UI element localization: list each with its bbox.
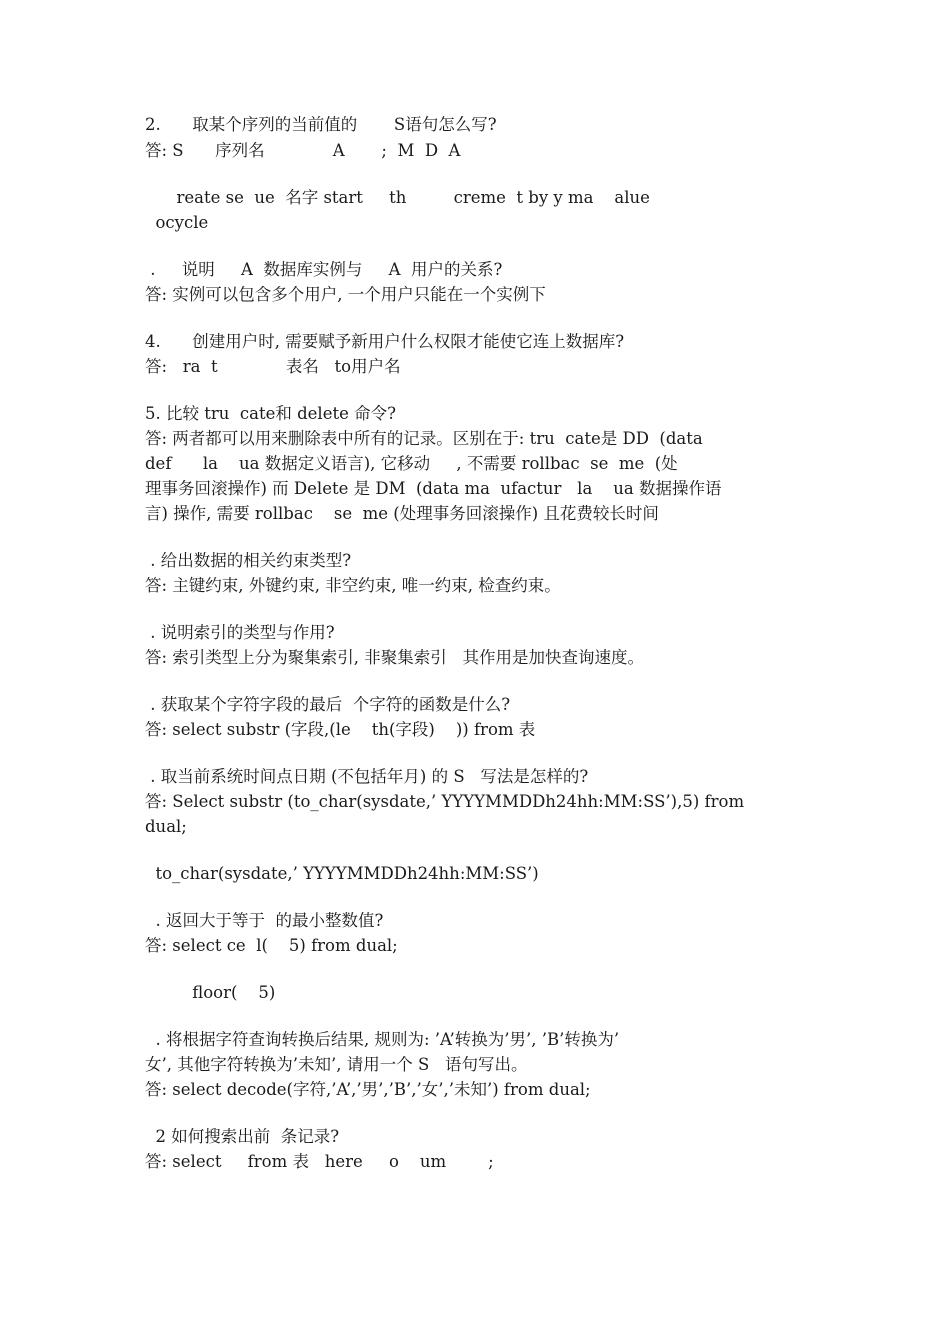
q6-question: . 给出数据的相关约束类型? (145, 551, 352, 570)
q9-question: . 取当前系统时间点日期 (不包括年月) 的 S 写法是怎样的? (145, 767, 589, 786)
q10-answer: 答: select ce l( 5) from dual; (145, 936, 398, 955)
q8-answer: 答: select substr (字段,(le th(字段) )) from 表 (145, 720, 536, 739)
q6-answer: 答: 主键约束, 外键约束, 非空约束, 唯一约束, 检查约束。 (145, 576, 561, 595)
q9-answer-cont: dual; (145, 817, 187, 836)
q11-answer: 答: select decode(字符,’A’,’男’,’B’,’女’,’未知’) from dual; (145, 1080, 591, 1099)
q5-answer: 答: 两者都可以用来删除表中所有的记录。区别在于: tru cate是 DD (data (145, 429, 703, 448)
q2-question: 2. 取某个序列的当前值的 S语句怎么写? (145, 115, 497, 134)
q2-answer: 答: S 序列名 A ; M D A (145, 141, 461, 160)
q5-answer-line-4: 言) 操作, 需要 rollbac se me (处理事务回滚操作) 且花费较长时间 (145, 504, 659, 523)
q12-question: 2 如何搜索出前 条记录? (145, 1127, 340, 1146)
q9-answer: 答: Select substr (to_char(sysdate,’ YYYYMMDDh24hh:MM:SS’),5) from (145, 792, 745, 811)
q2-answer-detail: reate se ue 名字 start th creme t by y ma alue (145, 188, 650, 207)
q5-answer-line-3: 理事务回滚操作) 而 Delete 是 DM (data ma ufactur la ua 数据操作语 (145, 479, 722, 498)
q11-question-cont: 女’, 其他字符转换为’未知’, 请用一个 S 语句写出。 (145, 1055, 528, 1074)
q7-answer: 答: 索引类型上分为聚集索引, 非聚集索引 其作用是加快查询速度。 (145, 648, 645, 667)
q3-question: . 说明 A 数据库实例与 A 用户的关系? (145, 260, 503, 279)
q4-question: 4. 创建用户时, 需要赋予新用户什么权限才能使它连上数据库? (145, 332, 625, 351)
q4-answer: 答: ra t 表名 to用户名 (145, 357, 401, 376)
q11-question: . 将根据字符查询转换后结果, 规则为: ’A’转换为’男’, ’B’转换为’ (145, 1030, 620, 1049)
q9-answer-extra: to_char(sysdate,’ YYYYMMDDh24hh:MM:SS’) (145, 864, 539, 883)
q5-answer-line-2: def la ua 数据定义语言), 它移动 , 不需要 rollbac se me (处 (145, 454, 678, 473)
q12-answer: 答: select from 表 here o um ; (145, 1152, 494, 1171)
q8-question: . 获取某个字符字段的最后 个字符的函数是什么? (145, 695, 511, 714)
q10-question: . 返回大于等于 的最小整数值? (145, 911, 384, 930)
q10-answer-extra: floor( 5) (145, 983, 276, 1002)
q5-question: 5. 比较 tru cate和 delete 命令? (145, 404, 396, 423)
q7-question: . 说明索引的类型与作用? (145, 623, 335, 642)
q2-answer-detail-cont: ocycle (145, 213, 209, 232)
q3-answer: 答: 实例可以包含多个用户, 一个用户只能在一个实例下 (145, 285, 546, 304)
